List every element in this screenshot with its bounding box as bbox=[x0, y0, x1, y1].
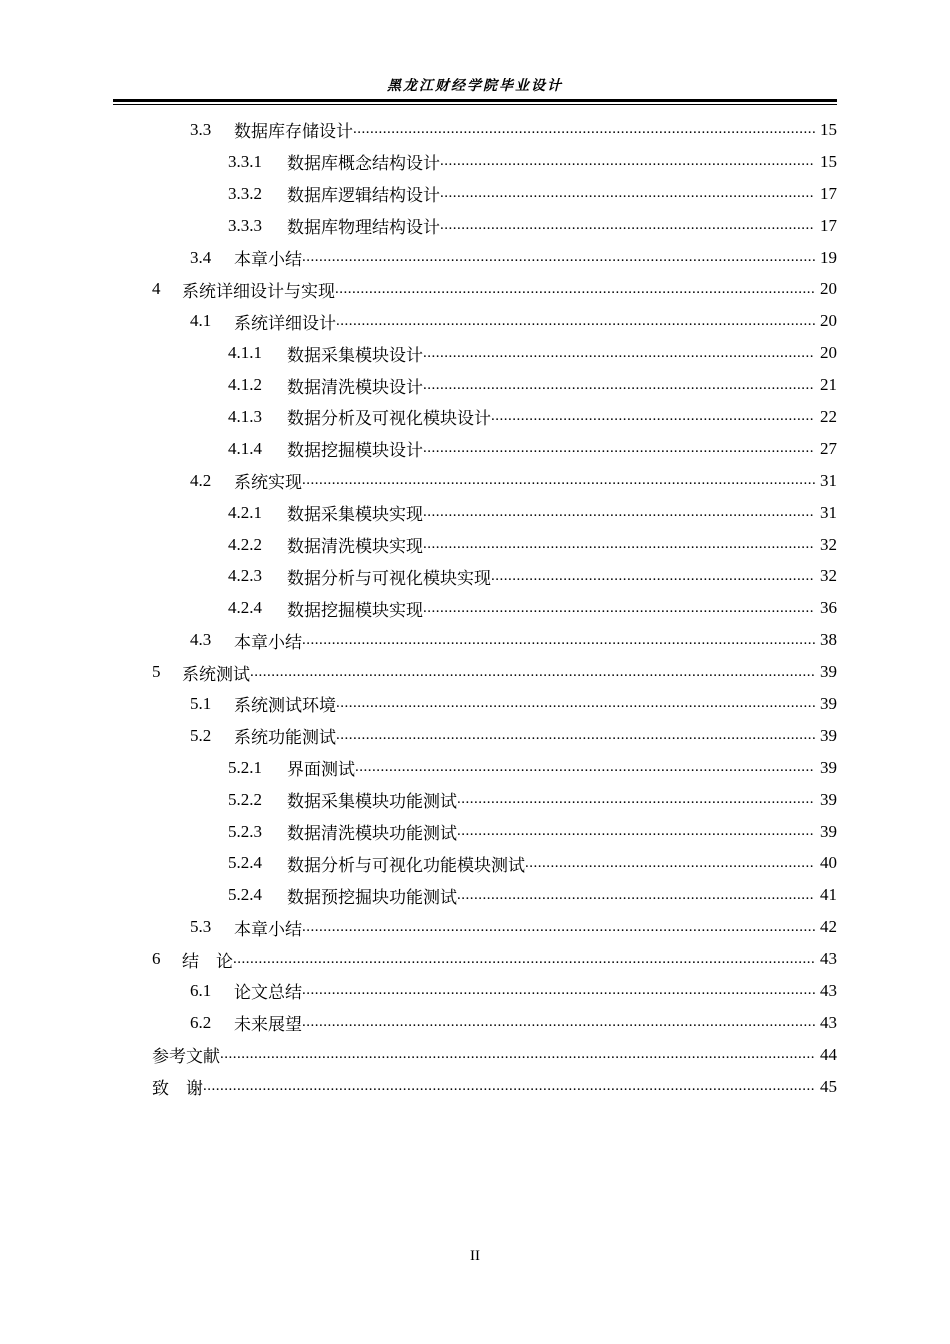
toc-entry-page: 20 bbox=[820, 311, 837, 331]
toc-entry-number: 5.2.3 bbox=[228, 821, 262, 841]
toc-entry[interactable] bbox=[0, 879, 950, 911]
toc-dot-leader bbox=[440, 153, 815, 170]
toc-entry-title: 数据清洗模块功能测试 bbox=[287, 824, 457, 844]
toc-entry-page: 43 bbox=[820, 980, 837, 1000]
toc-dot-leader bbox=[302, 1014, 815, 1031]
toc-entry-title: 致 谢 bbox=[152, 1079, 203, 1099]
toc-entry-number: 3.3.3 bbox=[228, 215, 262, 235]
toc-entry-page: 19 bbox=[820, 247, 837, 267]
toc-entry-page: 44 bbox=[820, 1044, 837, 1064]
toc-entry-title: 系统实现 bbox=[234, 473, 302, 493]
toc-entry-title: 数据挖掘模块设计 bbox=[287, 441, 423, 461]
toc-entry[interactable] bbox=[0, 210, 950, 242]
toc-dot-leader bbox=[336, 695, 815, 712]
toc-entry[interactable] bbox=[0, 273, 950, 305]
toc-entry-page: 39 bbox=[820, 757, 837, 777]
toc-entry-number: 4.2.1 bbox=[228, 502, 262, 522]
header-rule-thick bbox=[113, 99, 837, 102]
toc-entry-title: 系统测试环境 bbox=[234, 696, 336, 716]
toc-entry[interactable] bbox=[0, 242, 950, 274]
toc-entry-number: 4.2 bbox=[190, 470, 212, 490]
toc-entry-title: 本章小结 bbox=[234, 632, 302, 652]
toc-entry-title: 数据库逻辑结构设计 bbox=[287, 186, 440, 206]
toc-entry-number: 4.1 bbox=[190, 311, 212, 331]
toc-entry-title: 数据分析与可视化功能模块测试 bbox=[287, 855, 525, 875]
toc-entry-number: 4.2.3 bbox=[228, 566, 262, 586]
toc-entry-number: 5.3 bbox=[190, 917, 212, 937]
toc-entry[interactable] bbox=[0, 847, 950, 879]
toc-entry-number: 3.4 bbox=[190, 247, 212, 267]
toc-entry-number: 4.1.1 bbox=[228, 343, 262, 363]
toc-entry[interactable] bbox=[0, 529, 950, 561]
toc-entry-page: 39 bbox=[820, 725, 837, 745]
toc-entry[interactable] bbox=[0, 305, 950, 337]
toc-entry-page: 39 bbox=[820, 662, 837, 682]
table-of-contents bbox=[0, 114, 950, 1103]
toc-entry[interactable] bbox=[0, 784, 950, 816]
toc-entry-number: 6.1 bbox=[190, 980, 212, 1000]
toc-dot-leader bbox=[302, 982, 815, 999]
toc-dot-leader bbox=[457, 887, 815, 904]
toc-entry[interactable] bbox=[0, 114, 950, 146]
toc-entry-title: 系统功能测试 bbox=[234, 728, 336, 748]
toc-entry[interactable] bbox=[0, 720, 950, 752]
toc-dot-leader bbox=[355, 759, 815, 776]
toc-entry-page: 20 bbox=[820, 343, 837, 363]
toc-entry-number: 4.2.2 bbox=[228, 534, 262, 554]
page-header: 黑龙江财经学院毕业设计 bbox=[387, 79, 563, 94]
toc-entry-number: 3.3.2 bbox=[228, 183, 262, 203]
toc-entry-number: 4.1.4 bbox=[228, 438, 262, 458]
toc-entry[interactable] bbox=[0, 911, 950, 943]
toc-entry-number: 4.1.2 bbox=[228, 375, 262, 395]
toc-entry[interactable] bbox=[0, 816, 950, 848]
toc-entry-page: 31 bbox=[820, 502, 837, 522]
toc-entry-page: 41 bbox=[820, 885, 837, 905]
toc-entry[interactable] bbox=[0, 1039, 950, 1071]
toc-dot-leader bbox=[423, 377, 815, 394]
toc-entry-page: 45 bbox=[820, 1076, 837, 1096]
toc-entry-number: 6 bbox=[152, 949, 161, 969]
toc-entry-page: 15 bbox=[820, 119, 837, 139]
toc-entry-page: 39 bbox=[820, 821, 837, 841]
toc-entry-number: 5.1 bbox=[190, 693, 212, 713]
toc-entry-title: 数据分析与可视化模块实现 bbox=[287, 568, 491, 588]
toc-entry-number: 5 bbox=[152, 662, 161, 682]
toc-entry-page: 20 bbox=[820, 279, 837, 299]
toc-dot-leader bbox=[423, 345, 815, 362]
toc-entry-number: 5.2.4 bbox=[228, 853, 262, 873]
toc-dot-leader bbox=[457, 823, 815, 840]
toc-dot-leader bbox=[302, 472, 815, 489]
toc-entry-title: 本章小结 bbox=[234, 250, 302, 269]
toc-entry-page: 31 bbox=[820, 470, 837, 490]
toc-entry-title: 数据库存储设计 bbox=[234, 122, 353, 142]
toc-entry-page: 36 bbox=[820, 598, 837, 618]
toc-entry-number: 3.3 bbox=[190, 119, 212, 139]
toc-entry-number: 5.2.1 bbox=[228, 757, 262, 777]
toc-entry-title: 系统详细设计 bbox=[234, 313, 336, 333]
toc-entry-title: 数据清洗模块实现 bbox=[287, 537, 423, 557]
toc-dot-leader bbox=[440, 217, 815, 234]
toc-dot-leader bbox=[336, 313, 815, 330]
toc-dot-leader bbox=[440, 185, 815, 202]
toc-entry[interactable] bbox=[0, 943, 950, 975]
toc-entry[interactable] bbox=[0, 337, 950, 369]
toc-entry[interactable] bbox=[0, 1007, 950, 1039]
toc-entry-page: 38 bbox=[820, 630, 837, 650]
toc-entry[interactable] bbox=[0, 369, 950, 401]
toc-entry[interactable] bbox=[0, 624, 950, 656]
toc-entry-number: 6.2 bbox=[190, 1012, 212, 1032]
toc-entry-page: 39 bbox=[820, 693, 837, 713]
toc-entry-title: 数据采集模块实现 bbox=[287, 505, 423, 525]
toc-entry-page: 43 bbox=[820, 949, 837, 969]
toc-entry-title: 数据预挖掘块功能测试 bbox=[287, 887, 457, 907]
toc-entry-title: 参考文献 bbox=[152, 1047, 220, 1067]
toc-entry[interactable] bbox=[0, 497, 950, 529]
toc-entry-number: 4.3 bbox=[190, 630, 212, 650]
toc-dot-leader bbox=[335, 281, 815, 298]
toc-entry[interactable] bbox=[0, 146, 950, 178]
toc-entry-number: 4 bbox=[152, 279, 161, 299]
toc-entry-title: 数据挖掘模块实现 bbox=[287, 600, 423, 620]
toc-entry-page: 22 bbox=[820, 406, 837, 426]
toc-dot-leader bbox=[525, 855, 815, 872]
toc-entry[interactable] bbox=[0, 975, 950, 1007]
toc-dot-leader bbox=[203, 1078, 815, 1095]
toc-dot-leader bbox=[220, 1046, 815, 1063]
toc-entry-number: 3.3.1 bbox=[228, 151, 262, 171]
header-rule-thin bbox=[113, 104, 837, 105]
toc-entry[interactable] bbox=[0, 401, 950, 433]
toc-entry-page: 40 bbox=[820, 853, 837, 873]
toc-entry-number: 5.2.4 bbox=[228, 885, 262, 905]
toc-entry[interactable] bbox=[0, 433, 950, 465]
toc-entry-page: 39 bbox=[820, 789, 837, 809]
toc-entry[interactable] bbox=[0, 465, 950, 497]
toc-entry-page: 17 bbox=[820, 215, 837, 235]
toc-entry[interactable] bbox=[0, 560, 950, 592]
toc-entry[interactable] bbox=[0, 1071, 950, 1103]
toc-dot-leader bbox=[250, 664, 815, 681]
toc-dot-leader bbox=[491, 568, 815, 585]
toc-entry[interactable] bbox=[0, 178, 950, 210]
toc-entry-title: 数据库物理结构设计 bbox=[287, 218, 440, 238]
toc-entry-title: 数据清洗模块设计 bbox=[287, 377, 423, 397]
toc-entry-title: 结 论 bbox=[182, 951, 233, 971]
toc-entry-page: 21 bbox=[820, 375, 837, 395]
page-number: II bbox=[470, 1248, 480, 1264]
toc-dot-leader bbox=[302, 919, 815, 936]
toc-entry-title: 系统详细设计与实现 bbox=[182, 281, 335, 301]
toc-entry-page: 43 bbox=[820, 1012, 837, 1032]
toc-entry[interactable] bbox=[0, 656, 950, 688]
toc-dot-leader bbox=[423, 504, 815, 521]
toc-dot-leader bbox=[336, 727, 815, 744]
toc-entry-page: 15 bbox=[820, 151, 837, 171]
toc-entry[interactable] bbox=[0, 688, 950, 720]
toc-dot-leader bbox=[233, 951, 815, 968]
toc-entry[interactable] bbox=[0, 592, 950, 624]
toc-entry-page: 32 bbox=[820, 534, 837, 554]
toc-dot-leader bbox=[423, 536, 815, 553]
toc-entry[interactable] bbox=[0, 752, 950, 784]
toc-entry-number: 4.1.3 bbox=[228, 406, 262, 426]
toc-entry-title: 系统测试 bbox=[182, 664, 250, 684]
toc-dot-leader bbox=[491, 408, 815, 425]
toc-entry-title: 数据采集模块设计 bbox=[287, 345, 423, 365]
toc-entry-number: 5.2.2 bbox=[228, 789, 262, 809]
toc-dot-leader bbox=[457, 791, 815, 808]
toc-entry-title: 论文总结 bbox=[234, 983, 302, 1003]
toc-entry-number: 5.2 bbox=[190, 725, 212, 745]
toc-entry-title: 界面测试 bbox=[287, 760, 355, 780]
toc-entry-title: 数据分析及可视化模块设计 bbox=[287, 409, 491, 429]
toc-dot-leader bbox=[423, 440, 815, 457]
toc-entry-page: 27 bbox=[820, 438, 837, 458]
toc-entry-page: 32 bbox=[820, 566, 837, 586]
toc-dot-leader bbox=[353, 121, 815, 138]
toc-entry-title: 数据库概念结构设计 bbox=[287, 154, 440, 174]
toc-dot-leader bbox=[423, 600, 815, 617]
toc-dot-leader bbox=[302, 632, 815, 649]
toc-dot-leader bbox=[302, 249, 815, 266]
toc-entry-page: 42 bbox=[820, 917, 837, 937]
toc-entry-title: 数据采集模块功能测试 bbox=[287, 792, 457, 812]
toc-entry-title: 未来展望 bbox=[234, 1015, 302, 1035]
toc-entry-number: 4.2.4 bbox=[228, 598, 262, 618]
toc-entry-title: 本章小结 bbox=[234, 919, 302, 939]
toc-entry-page: 17 bbox=[820, 183, 837, 203]
